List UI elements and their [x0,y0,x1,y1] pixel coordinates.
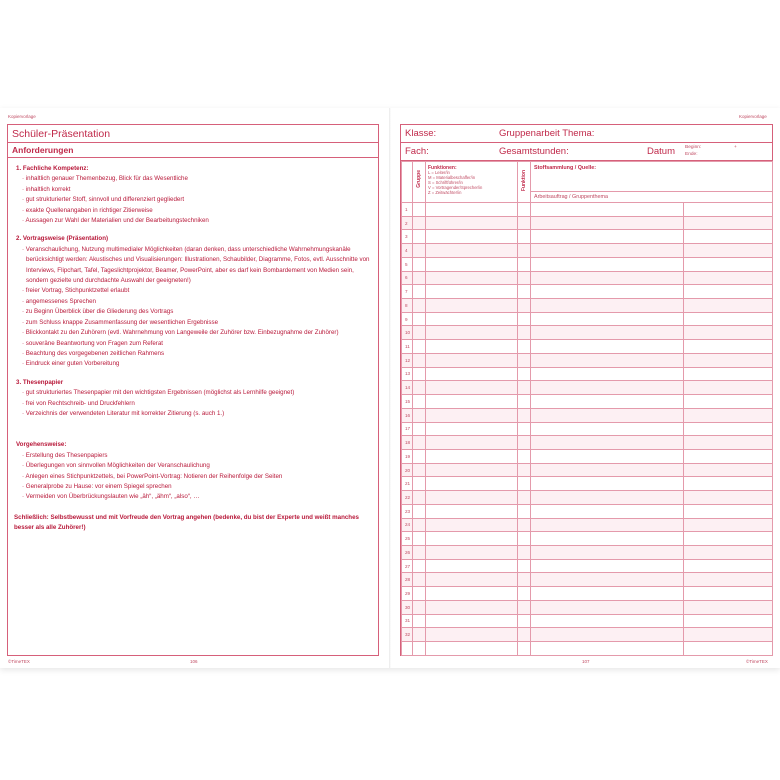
klasse-thema-row [401,125,772,143]
table-cell[interactable] [426,285,518,299]
table-cell[interactable] [531,559,684,573]
list-item: · Aussagen zur Wahl der Materialien und der Bearbeitungstechniken [14,216,372,226]
table-cell[interactable] [531,477,684,491]
table-cell[interactable] [684,600,773,614]
datum-label: Datum [647,146,675,157]
kopiervorlage-left: Kopiervorlage [8,114,36,119]
col-funktion-label: Funktion [521,170,527,192]
group-work-table [401,161,773,656]
table-cell[interactable] [413,449,426,463]
list-item: · gut strukturiertes Thesenpapier mit den wichtigsten Ergebnissen (möglichst als Lernhilfe geeignet) [14,388,372,398]
table-cell[interactable] [684,299,773,313]
list-item: · Überlegungen von sinnvollen Möglichkeiten der Veranschaulichung [14,461,372,471]
table-row [402,381,773,395]
table-cell[interactable] [518,463,531,477]
table-row [402,422,773,436]
table-cell[interactable] [531,367,684,381]
row-number: 16 [402,408,413,422]
list-item: · inhaltlich genauer Themenbezug, Blick für das Wesentliche [14,174,372,184]
table-cell[interactable] [518,285,531,299]
table-cell[interactable] [684,408,773,422]
left-page-frame [7,124,379,656]
table-cell[interactable] [413,395,426,409]
section-heading: 3. Thesenpapier [16,378,64,386]
table-cell[interactable] [413,257,426,271]
table-row [402,532,773,546]
table-row [402,518,773,532]
table-cell[interactable] [684,340,773,354]
table-cell[interactable] [426,573,518,587]
table-header-row [402,162,773,203]
list-item: · exakte Quellenangaben in richtiger Zitierweise [14,206,372,216]
table-cell[interactable] [413,518,426,532]
table-row [402,299,773,313]
table-cell[interactable] [518,449,531,463]
book-gutter [389,108,391,668]
table-row [402,559,773,573]
table-cell[interactable] [684,477,773,491]
table-cell[interactable] [413,463,426,477]
table-cell[interactable] [684,203,773,217]
table-cell[interactable] [426,230,518,244]
fach-stunden-row [401,143,772,161]
table-row [402,326,773,340]
header-gruppe-cell [413,162,426,203]
table-row [402,614,773,628]
row-number: 9 [402,312,413,326]
table-cell[interactable] [426,628,518,642]
table-cell[interactable] [426,271,518,285]
table-cell[interactable] [426,532,518,546]
table-row [402,367,773,381]
table-cell[interactable] [518,518,531,532]
table-row [402,600,773,614]
list-item: · Beachtung des vorgegebenen zeitlichen Rahmens [14,349,372,359]
list-item: · zum Schluss knappe Zusammenfassung der wesentlichen Ergebnisse [14,318,372,328]
table-cell[interactable] [531,408,684,422]
row-number: 20 [402,463,413,477]
table-cell[interactable] [426,203,518,217]
table-cell[interactable] [531,600,684,614]
table-row [402,573,773,587]
list-item: · frei von Rechtschreib- und Druckfehlern [14,399,372,409]
table-cell[interactable] [531,545,684,559]
table-cell[interactable] [518,436,531,450]
header-funktion-cell [518,162,531,203]
footer-brand-right: ©TimeTEX [746,659,768,664]
table-cell[interactable] [413,244,426,258]
table-row [402,463,773,477]
col-gruppe-label: Gruppe [416,170,422,188]
table-cell[interactable] [413,271,426,285]
row-number: 10 [402,326,413,340]
table-cell[interactable] [531,381,684,395]
table-cell[interactable] [413,326,426,340]
table-cell[interactable] [531,491,684,505]
table-cell[interactable] [518,203,531,217]
table-cell[interactable] [426,326,518,340]
table-cell[interactable] [413,545,426,559]
table-cell[interactable] [518,367,531,381]
list-item: · inhaltlich korrekt [14,185,372,195]
table-cell[interactable] [426,518,518,532]
table-cell[interactable] [518,600,531,614]
table-cell[interactable] [426,614,518,628]
table-cell[interactable] [518,326,531,340]
requirements-content [8,158,378,534]
list-item: · Blickkontakt zu den Zuhörern (evtl. Wahrnehmung von Langeweile der Zuhörer bzw. Einbezugnahme der Zuhörer) [14,328,372,338]
funktion-legend-item: V = Vortragender/Sprecher/in [428,184,483,190]
klasse-label: Klasse: [405,128,437,139]
table-row [402,216,773,230]
table-cell[interactable] [518,559,531,573]
table-cell[interactable] [518,422,531,436]
table-cell[interactable] [531,422,684,436]
table-cell[interactable] [426,244,518,258]
row-number: 29 [402,587,413,601]
table-cell[interactable] [531,271,684,285]
table-row [402,203,773,217]
table-cell[interactable] [426,367,518,381]
row-number [402,642,413,656]
funktion-legend-item: S = Schriftführer/in [428,179,463,185]
table-cell[interactable] [518,230,531,244]
row-number: 14 [402,381,413,395]
row-number: 30 [402,600,413,614]
table-cell[interactable] [684,532,773,546]
table-cell[interactable] [426,436,518,450]
left-page-title: Schüler-Präsentation [8,125,378,143]
table-cell[interactable] [426,642,518,656]
table-row [402,545,773,559]
table-cell[interactable] [684,504,773,518]
table-row [402,408,773,422]
list-item: · Erstellung des Thesenpapiers [14,451,372,461]
row-number: 26 [402,545,413,559]
table-cell[interactable] [684,257,773,271]
table-cell[interactable] [413,340,426,354]
vorgehen-heading: Vorgehensweise: [16,441,67,449]
list-item: · Vermeiden von Überbrückungslauten wie „äh“, „ähm“, „also“, … [14,492,372,502]
table-cell[interactable] [531,504,684,518]
table-cell[interactable] [518,642,531,656]
table-cell[interactable] [531,230,684,244]
table-cell[interactable] [684,312,773,326]
table-row [402,230,773,244]
table-cell[interactable] [426,395,518,409]
table-cell[interactable] [531,299,684,313]
kopiervorlage-right: Kopiervorlage [739,114,767,119]
table-cell[interactable] [518,573,531,587]
table-cell[interactable] [426,463,518,477]
row-number: 8 [402,299,413,313]
header-blank-cell [402,162,413,203]
right-page-frame [400,124,773,656]
table-row [402,271,773,285]
plus-sign: + [734,145,737,150]
table-cell[interactable] [426,216,518,230]
table-cell[interactable] [426,312,518,326]
funktion-legend-item: L = Leiter/in [428,170,450,175]
table-cell[interactable] [684,353,773,367]
list-item: · Generalprobe zu Hause: vor einem Spiegel sprechen [14,482,372,492]
table-cell[interactable] [518,408,531,422]
table-cell[interactable] [426,353,518,367]
table-cell[interactable] [684,216,773,230]
table-cell[interactable] [426,381,518,395]
table-cell[interactable] [518,381,531,395]
row-number: 19 [402,449,413,463]
gesamtstunden-label: Gesamtstunden: [499,146,569,157]
row-number: 24 [402,518,413,532]
table-cell[interactable] [684,395,773,409]
list-item: · Eindruck einer guten Vorbereitung [14,359,372,369]
header-funktionen-cell [426,162,518,203]
row-number: 3 [402,230,413,244]
row-number: 6 [402,271,413,285]
table-cell[interactable] [518,257,531,271]
table-cell[interactable] [531,203,684,217]
table-cell[interactable] [426,545,518,559]
section-heading: 2. Vortragsweise (Präsentation) [16,235,109,243]
table-row [402,449,773,463]
table-cell[interactable] [426,600,518,614]
table-row [402,642,773,656]
table-cell[interactable] [426,257,518,271]
list-item: · freier Vortrag, Stichpunktzettel erlaubt [14,286,372,296]
row-number: 2 [402,216,413,230]
table-cell[interactable] [684,285,773,299]
table-cell[interactable] [413,285,426,299]
row-number: 18 [402,436,413,450]
table-row [402,395,773,409]
funktion-legend-item: M = Materialbeschaffer/in [428,174,476,180]
table-row [402,504,773,518]
table-cell[interactable] [531,285,684,299]
table-cell[interactable] [413,504,426,518]
row-number: 22 [402,491,413,505]
table-cell[interactable] [413,230,426,244]
table-cell[interactable] [684,230,773,244]
table-cell[interactable] [684,628,773,642]
table-cell[interactable] [413,216,426,230]
table-cell[interactable] [531,573,684,587]
table-cell[interactable] [531,353,684,367]
table-row [402,436,773,450]
list-item: · Anlegen eines Stichpunktzettels, bei PowerPoint-Vortrag: Notieren der Reihenfolge der Seiten [14,472,372,482]
ende-label: Ende: [685,152,698,157]
beginn-label: Beginn: [685,145,702,150]
table-cell[interactable] [531,532,684,546]
table-cell[interactable] [531,244,684,258]
list-item: · souveräne Beantwortung von Fragen zum Referat [14,339,372,349]
table-cell[interactable] [426,408,518,422]
table-cell[interactable] [531,326,684,340]
funktionen-heading: Funktionen: [428,165,457,171]
table-cell[interactable] [518,395,531,409]
row-number: 32 [402,628,413,642]
table-cell[interactable] [531,436,684,450]
table-cell[interactable] [684,587,773,601]
row-number: 17 [402,422,413,436]
table-cell[interactable] [684,642,773,656]
row-number: 4 [402,244,413,258]
table-cell[interactable] [413,367,426,381]
table-cell[interactable] [426,449,518,463]
row-number: 31 [402,614,413,628]
footer-brand-left: ©TimeTEX [8,659,30,664]
table-cell[interactable] [531,395,684,409]
thema-label: Gruppenarbeit Thema: [499,128,595,139]
table-cell[interactable] [684,545,773,559]
closing-statement: Schließlich: Selbstbewusst und mit Vorfreude den Vortrag angehen (bedenke, du bist der Experte und weißt manches besser als alle Zuhörer!) [14,513,359,532]
row-number: 23 [402,504,413,518]
table-cell[interactable] [531,312,684,326]
table-cell[interactable] [413,408,426,422]
table-row [402,312,773,326]
list-item: · gut strukturierter Stoff, sinnvoll und differenziert gegliedert [14,195,372,205]
row-number: 1 [402,203,413,217]
table-row [402,353,773,367]
table-cell[interactable] [518,353,531,367]
row-number: 15 [402,395,413,409]
table-cell[interactable] [518,587,531,601]
table-cell[interactable] [684,573,773,587]
row-number: 12 [402,353,413,367]
table-cell[interactable] [518,340,531,354]
table-cell[interactable] [518,628,531,642]
table-cell[interactable] [684,271,773,285]
table-cell[interactable] [531,628,684,642]
row-number: 5 [402,257,413,271]
table-cell[interactable] [518,545,531,559]
list-item: · zu Beginn Überblick über die Gliederung des Vortrags [14,307,372,317]
table-cell[interactable] [531,449,684,463]
row-number: 13 [402,367,413,381]
table-cell[interactable] [684,614,773,628]
page-number-right: 107 [582,659,590,664]
table-cell[interactable] [518,504,531,518]
list-item: · angemessenes Sprechen [14,297,372,307]
table-cell[interactable] [413,312,426,326]
table-cell[interactable] [413,422,426,436]
row-number: 25 [402,532,413,546]
table-cell[interactable] [413,642,426,656]
table-cell[interactable] [413,587,426,601]
table-cell[interactable] [413,559,426,573]
table-cell[interactable] [518,491,531,505]
table-row [402,491,773,505]
table-cell[interactable] [531,216,684,230]
table-cell[interactable] [684,326,773,340]
table-cell[interactable] [426,477,518,491]
list-item: · Verzeichnis der verwendeten Literatur mit korrekter Zitierung (s. auch 1.) [14,409,372,419]
table-cell[interactable] [531,642,684,656]
table-cell[interactable] [518,244,531,258]
table-row [402,340,773,354]
table-cell[interactable] [518,477,531,491]
table-cell[interactable] [413,614,426,628]
table-cell[interactable] [684,463,773,477]
table-cell[interactable] [531,587,684,601]
table-cell[interactable] [684,518,773,532]
table-cell[interactable] [684,422,773,436]
table-cell[interactable] [413,299,426,313]
table-cell[interactable] [518,532,531,546]
table-cell[interactable] [426,422,518,436]
table-cell[interactable] [426,559,518,573]
table-cell[interactable] [684,367,773,381]
table-cell[interactable] [531,340,684,354]
table-row [402,477,773,491]
table-cell[interactable] [684,381,773,395]
table-row [402,285,773,299]
row-number: 21 [402,477,413,491]
table-cell[interactable] [684,244,773,258]
left-page-subtitle: Anforderungen [8,143,378,158]
table-cell[interactable] [531,463,684,477]
table-cell[interactable] [684,491,773,505]
row-number: 11 [402,340,413,354]
table-cell[interactable] [518,312,531,326]
table-cell[interactable] [413,532,426,546]
funktion-legend-item: Z = Zeitwächter/in [428,189,462,195]
table-cell[interactable] [684,449,773,463]
table-row [402,628,773,642]
table-cell[interactable] [426,504,518,518]
table-cell[interactable] [413,477,426,491]
table-cell[interactable] [426,340,518,354]
list-item: · Veranschaulichung, Nutzung multimedialer Möglichkeiten (daran denken, dass unterschiedliche Wahrnehmungskanäle berücksichtigt werden: Akustisches und Visualisierungen: Illustrationen, Schaubilder, Diagramme, Fotos, evtl. Ausschnitte von Interviews, Flipchart, Tafel, Tageslichtprojektor, Beamer, PowerPoint, aber es darf kein Bombardement von Medien sein, sondern gezielte und durchdachte Auswahl der geeigneten!) [14,245,372,287]
row-number: 27 [402,559,413,573]
table-row [402,257,773,271]
table-cell[interactable] [413,491,426,505]
table-cell[interactable] [531,614,684,628]
table-cell[interactable] [413,600,426,614]
table-cell[interactable] [518,216,531,230]
table-cell[interactable] [518,614,531,628]
arbeitsauftrag-label: Arbeitsauftrag / Gruppenthema [531,191,772,202]
table-cell[interactable] [426,587,518,601]
table-row [402,244,773,258]
section-heading: 1. Fachliche Kompetenz: [16,165,89,172]
table-cell[interactable] [426,491,518,505]
table-cell[interactable] [518,271,531,285]
table-cell[interactable] [684,559,773,573]
table-row [402,587,773,601]
table-cell[interactable] [684,436,773,450]
table-cell[interactable] [531,257,684,271]
row-number: 28 [402,573,413,587]
table-cell[interactable] [413,203,426,217]
row-number: 7 [402,285,413,299]
header-stoff-cell [531,162,773,203]
table-cell[interactable] [413,353,426,367]
table-cell[interactable] [518,299,531,313]
stoffsammlung-heading: Stoffsammlung / Quelle: [534,165,596,171]
table-cell[interactable] [531,518,684,532]
table-cell[interactable] [426,299,518,313]
table-cell[interactable] [413,381,426,395]
fach-label: Fach: [405,146,429,157]
page-number-left: 106 [190,659,198,664]
table-cell[interactable] [413,573,426,587]
table-cell[interactable] [413,436,426,450]
table-cell[interactable] [413,628,426,642]
